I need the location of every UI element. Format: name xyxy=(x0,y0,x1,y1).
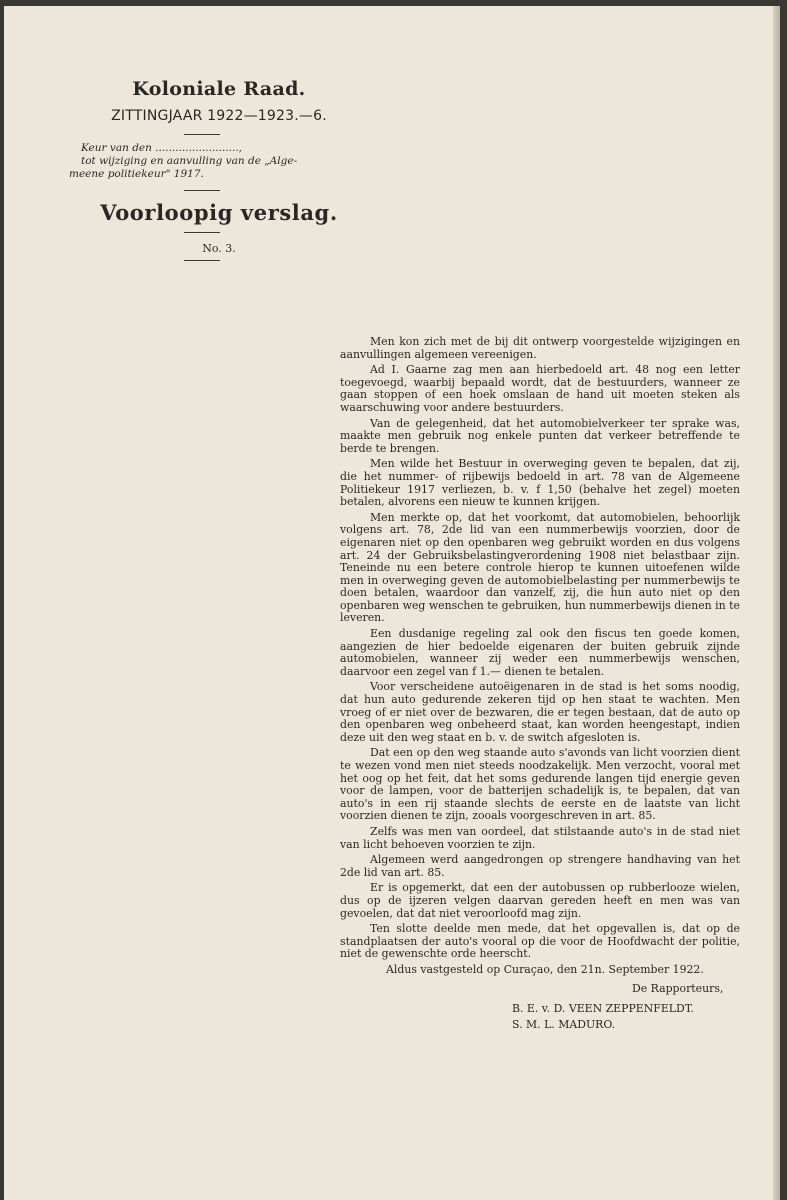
document-page xyxy=(4,6,780,1200)
report-body xyxy=(340,336,740,1033)
paragraph: Ten slotte deelde men mede, dat het opgevallen is, dat op de standplaatsen der auto's vooral op die voor de Hoofdwacht der politie, niet de gewenschte orde heerscht. xyxy=(340,922,740,961)
paragraph: Van de gelegenheid, dat het automobielverkeer ter sprake was, maakte men gebruik nog enkele punten dat verkeer betreffende te berde te brengen. xyxy=(340,416,740,455)
paragraph: Ad I. Gaarne zag men aan hierbedoeld art. 48 nog een letter toegevoegd, waarbij bepaald wordt, dat de bestuurders, wanneer ze gaan stoppen of een hoek omslaan de hand uit moeten steken als waarschuwing voor andere bestuurders. xyxy=(340,363,740,414)
paragraph: Algemeen werd aangedrongen op strengere handhaving van het 2de lid van art. 85. xyxy=(340,853,740,879)
paragraph: Dat een op den weg staande auto s'avonds van licht voorzien dient te wezen vond men niet steeds noodzakelijk. Men verzocht, vooral met het oog op het feit, dat het soms gedurende langen tijd energie geven voor de lampen, voor de batterijen schadelijk is, te bepalen, dat van auto's in een rij staande slechts de eerste en de laatste van licht voorzien dienen te zijn, zooals voorgeschreven in art. 85. xyxy=(340,746,740,823)
paragraph: Zelfs was men van oordeel, dat stilstaande auto's in de stad niet van licht behoeven voorzien te zijn. xyxy=(340,824,740,851)
subject-line: tot wijziging en aanvulling van de „Alge- xyxy=(81,155,298,167)
council-title: Koloniale Raad. xyxy=(132,78,306,100)
subject-heading xyxy=(69,142,329,181)
paragraph: Voor verscheidene autoëigenaren in de stad is het soms noodig, dat hun auto gedurende zekeren tijd op hen staat te wachten. Men vroeg of er niet over de bezwaren, die er tegen bestaan, dat de auto op den openbaren weg onbeheerd staat, kan worden heengestapt, indien deze uit den weg staat en b. v. de switch afgesloten is. xyxy=(340,680,740,744)
paragraph: Een dusdanige regeling zal ook den fiscus ten goede komen, aangezien de hier bedoelde eigenaren der buiten gebruik zijnde automobielen, wanneer zij weder een nummerbewijs wenschen, daarvoor een zegel van f 1.— dienen te betalen. xyxy=(340,627,740,678)
report-title: Voorloopig verslag. xyxy=(100,200,338,225)
closing-block xyxy=(340,964,740,1033)
divider xyxy=(184,134,220,135)
place-date: Aldus vastgesteld op Curaçao, den 21n. September 1922. xyxy=(386,962,704,976)
subject-line: meene politiekeur" 1917. xyxy=(69,168,204,180)
session-year: ZITTINGJAAR 1922—1923.—6. xyxy=(111,108,327,124)
divider xyxy=(184,260,220,261)
divider xyxy=(184,190,220,191)
paragraph: Er is opgemerkt, dat een der autobussen op rubberlooze wielen, dus op de ijzeren velgen daarvan gereden heeft en men was van gevoelen, dat dat niet veroorloofd mag zijn. xyxy=(340,881,740,920)
signatory: S. M. L. MADURO. xyxy=(512,1018,616,1032)
document-number: No. 3. xyxy=(202,242,236,255)
paragraph: Men wilde het Bestuur in overweging geven te bepalen, dat zij, die het nummer- of rijbewijs bedoeld in art. 78 van de Algemeene Politiekeur 1917 verliezen, b. v. f 1,50 (behalve het zegel) moeten betalen, alvorens een nieuw te kunnen krijgen. xyxy=(340,457,740,509)
paragraph: Men merkte op, dat het voorkomt, dat automobielen, behoorlijk volgens art. 78, 2de lid van een nummerbewijs voorzien, door de eigenaren niet op den openbaren weg gebruikt worden en dus volgens art. 24 der Gebruiksbelastingverordening 1908 niet belastbaar zijn. Teneinde nu een betere controle hierop te kunnen uitoefenen wilde men in overweging geven de automobielbelasting per nummerbewijs te doen betalen, waardoor dan vanzelf, zij, die hun auto niet op den openbaren weg wenschen te gebruiken, hun nummerbewijs dienen in te leveren. xyxy=(340,510,740,625)
signatory: B. E. v. D. VEEN ZEPPENFELDT. xyxy=(512,1002,694,1016)
page-edge xyxy=(773,6,780,1200)
rapporteurs-label: De Rapporteurs, xyxy=(632,981,724,995)
subject-line: Keur van den ........................., xyxy=(81,142,243,154)
paragraph: Men kon zich met de bij dit ontwerp voorgestelde wijzigingen en aanvullingen algemeen vereenigen. xyxy=(340,335,740,361)
divider xyxy=(184,232,220,233)
